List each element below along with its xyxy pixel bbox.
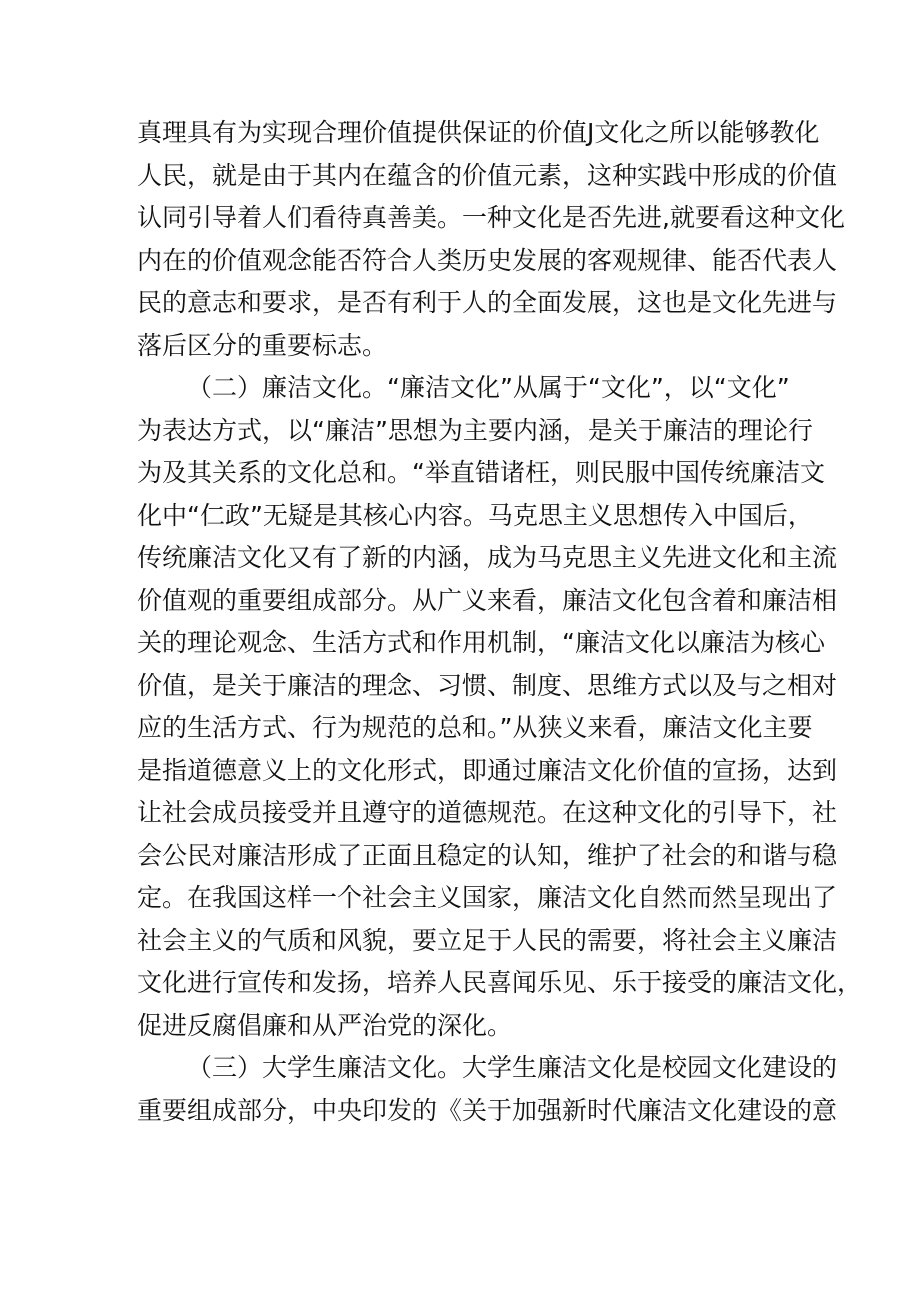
text-line: 定。在我国这样一个社会主义国家，廉洁文化自然而然呈现出了 (137, 883, 838, 912)
document-body (137, 112, 863, 1132)
text-line: 价值，是关于廉洁的理念、习惯、制度、思维方式以及与之相对 (137, 670, 838, 700)
text-line: 价值观的重要组成部分。从广义来看，廉洁文化包含着和廉洁相 (137, 585, 838, 615)
section-heading-line: （二）廉洁文化。“廉洁文化”从属于“文化”，以“文化” (187, 373, 790, 402)
text-line: 真理具有为实现合理价值提供保证的价值J文化之所以能够教化 (137, 118, 820, 147)
text-line: 认同引导着人们看待真善美。一种文化是否先进,就要看这种文化 (137, 203, 845, 232)
text-line: 重要组成部分，中央印发的《关于加强新时代廉洁文化建设的意 (137, 1095, 838, 1125)
text-line: 社会主义的气质和风貌，要立足于人民的需要，将社会主义廉洁 (137, 925, 838, 955)
text-line: 落后区分的重要标志。 (137, 330, 388, 360)
text-line: 关的理论观念、生活方式和作用机制，“廉洁文化以廉洁为核心 (137, 628, 825, 657)
text-line: 促进反腐倡廉和从严治党的深化。 (137, 1010, 513, 1040)
text-line: 会公民对廉洁形成了正面且稳定的认知，维护了社会的和谐与稳 (137, 840, 838, 870)
text-line: 民的意志和要求，是否有利于人的全面发展，这也是文化先进与 (137, 288, 838, 317)
text-line: 文化进行宣传和发扬，培养人民喜闻乐见、乐于接受的廉洁文化， (137, 968, 863, 997)
section-heading-line: （三）大学生廉洁文化。大学生廉洁文化是校园文化建设的 (187, 1053, 838, 1082)
text-line: 应的生活方式、行为规范的总和。”从狭义来看，廉洁文化主要 (137, 713, 813, 742)
text-line: 让社会成员接受并且遵守的道德规范。在这种文化的引导下，社 (137, 798, 838, 827)
text-line: 化中“仁政”无疑是其核心内容。马克思主义思想传入中国后， (137, 500, 813, 530)
text-line: 是指道德意义上的文化形式，即通过廉洁文化价值的宣扬，达到 (137, 755, 838, 785)
text-line: 为表达方式，以“廉洁”思想为主要内涵，是关于廉洁的理论行 (137, 415, 813, 445)
text-line: 人民，就是由于其内在蕴含的价值元素，这种实践中形成的价值 (137, 160, 838, 190)
text-line: 传统廉洁文化又有了新的内涵，成为马克思主义先进文化和主流 (137, 543, 838, 572)
text-line: 内在的价值观念能否符合人类历史发展的客观规律、能否代表人 (137, 245, 838, 275)
text-line: 为及其关系的文化总和。“举直错诸枉，则民服中国传统廉洁文 (137, 458, 825, 487)
